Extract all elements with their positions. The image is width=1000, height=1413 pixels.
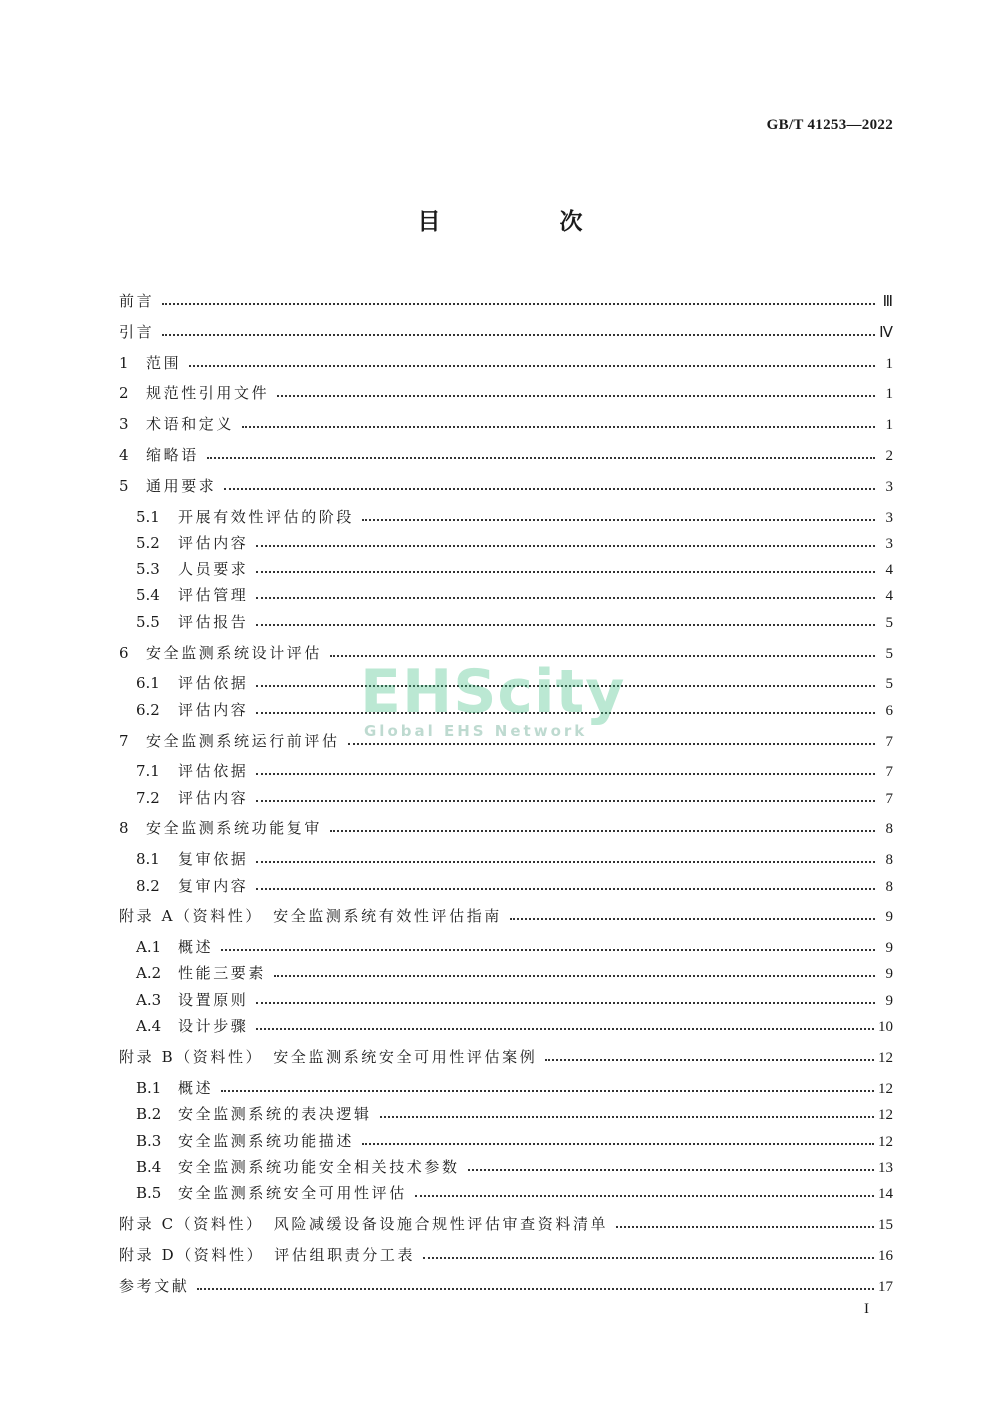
toc-entry-page: 13 xyxy=(878,1160,893,1176)
toc-entry[interactable] xyxy=(119,904,893,928)
toc-entry-page: 1 xyxy=(885,386,893,402)
toc-entry-number: 5.5 xyxy=(136,613,160,631)
toc-dot-leader xyxy=(256,684,875,687)
watermark-tagline: Global EHS Network xyxy=(364,722,588,740)
toc-entry[interactable] xyxy=(119,443,893,467)
toc-entry[interactable] xyxy=(119,381,893,405)
toc-entry-number: B.3 xyxy=(136,1132,162,1150)
toc-dot-leader xyxy=(189,364,875,367)
toc-dot-leader xyxy=(256,860,875,863)
toc-entry-page: 7 xyxy=(885,734,893,750)
toc-entry-number: 5.3 xyxy=(136,560,160,578)
toc-entry-page: 12 xyxy=(878,1050,893,1066)
toc-entry-number: 7 xyxy=(119,732,129,750)
toc-entry-title: 安全监测系统功能复审 xyxy=(146,819,323,837)
toc-entry-title: 前言 xyxy=(119,292,155,310)
toc-entry[interactable] xyxy=(119,320,893,344)
toc-entry-number: 8 xyxy=(119,819,129,837)
toc-entry-title: 评估依据 xyxy=(178,762,249,780)
toc-entry-page: 4 xyxy=(885,562,893,578)
toc-dot-leader xyxy=(256,1027,874,1030)
toc-dot-leader xyxy=(162,302,875,305)
toc-dot-leader xyxy=(545,1058,874,1061)
toc-entry-page: 4 xyxy=(885,588,893,604)
toc-dot-leader xyxy=(256,596,875,599)
toc-entry-page: 14 xyxy=(878,1186,893,1202)
toc-entry-title: 规范性引用文件 xyxy=(146,384,270,402)
toc-entry[interactable] xyxy=(119,641,893,665)
toc-entry-title: 复审内容 xyxy=(178,877,249,895)
toc-entry-title: 参考文献 xyxy=(119,1277,190,1295)
standard-code: GB/T 41253—2022 xyxy=(766,117,893,133)
toc-entry-page: 10 xyxy=(878,1019,893,1035)
toc-dot-leader xyxy=(256,772,875,775)
toc-dot-leader xyxy=(256,623,875,626)
toc-entry-number: 7.2 xyxy=(136,789,160,807)
toc-entry[interactable] xyxy=(119,1212,893,1236)
toc-entry-page: 9 xyxy=(885,966,893,982)
toc-dot-leader xyxy=(362,518,875,521)
toc-entry-number: 6.2 xyxy=(136,701,160,719)
toc-dot-leader xyxy=(423,1256,874,1259)
toc-entry[interactable] xyxy=(136,505,893,529)
page-number: I xyxy=(864,1301,869,1317)
toc-entry[interactable] xyxy=(136,1014,893,1038)
toc-dot-leader xyxy=(330,829,875,832)
toc-entry-title: 安全监测系统功能描述 xyxy=(178,1132,355,1150)
toc-entry-number: B.1 xyxy=(136,1079,162,1097)
toc-entry[interactable] xyxy=(136,786,893,810)
toc-entry-title: 安全监测系统运行前评估 xyxy=(146,732,340,750)
toc-entry-number: 5 xyxy=(119,477,129,495)
toc-entry-number: 4 xyxy=(119,446,129,464)
toc-entry-page: 1 xyxy=(885,356,893,372)
toc-entry-title: 评估依据 xyxy=(178,674,249,692)
toc-entry-number: 1 xyxy=(119,354,129,372)
toc-dot-leader xyxy=(256,799,875,802)
toc-entry-title: 开展有效性评估的阶段 xyxy=(178,508,355,526)
toc-entry[interactable] xyxy=(136,961,893,985)
toc-entry[interactable] xyxy=(136,1181,893,1205)
toc-entry[interactable] xyxy=(136,935,893,959)
toc-entry-number: B.4 xyxy=(136,1158,162,1176)
toc-entry-page: 8 xyxy=(885,852,893,868)
toc-entry-title: 评估报告 xyxy=(178,613,249,631)
toc-dot-leader xyxy=(616,1225,874,1228)
toc-entry[interactable] xyxy=(136,671,893,695)
toc-entry-title: 性能三要素 xyxy=(178,964,267,982)
toc-entry[interactable] xyxy=(136,531,893,555)
toc-entry-page: 3 xyxy=(885,510,893,526)
toc-entry-page: 5 xyxy=(885,646,893,662)
toc-entry-page: 1 xyxy=(885,417,893,433)
toc-entry-title: 设计步骤 xyxy=(178,1017,249,1035)
toc-dot-leader xyxy=(221,1089,874,1092)
toc-entry-page: 7 xyxy=(885,791,893,807)
toc-dot-leader xyxy=(242,425,875,428)
toc-entry-page: 5 xyxy=(885,676,893,692)
toc-entry-page: 7 xyxy=(885,764,893,780)
toc-entry-page: 8 xyxy=(885,879,893,895)
toc-dot-leader xyxy=(510,917,875,920)
toc-entry-title: 附录 A（资料性） 安全监测系统有效性评估指南 xyxy=(119,907,502,925)
toc-entry-number: 5.2 xyxy=(136,534,160,552)
toc-entry-title: 附录 D（资料性） 评估组职责分工表 xyxy=(119,1246,416,1264)
toc-entry-title: 评估内容 xyxy=(178,789,249,807)
toc-entry-number: A.2 xyxy=(136,964,162,982)
toc-entry[interactable] xyxy=(136,988,893,1012)
toc-entry-title: 设置原则 xyxy=(178,991,249,1009)
page-title: 目 次 xyxy=(417,209,631,235)
toc-entry-page: Ⅳ xyxy=(879,325,893,341)
toc-dot-leader xyxy=(330,654,875,657)
toc-entry-title: 概述 xyxy=(178,1079,214,1097)
toc-dot-leader xyxy=(274,974,875,977)
toc-dot-leader xyxy=(256,570,875,573)
toc-dot-leader xyxy=(224,487,875,490)
toc-entry[interactable] xyxy=(136,759,893,783)
toc-entry-page: 3 xyxy=(885,479,893,495)
toc-entry-title: 安全监测系统安全可用性评估 xyxy=(178,1184,407,1202)
toc-entry-number: B.5 xyxy=(136,1184,162,1202)
toc-entry[interactable] xyxy=(119,1045,893,1069)
toc-entry-page: 5 xyxy=(885,615,893,631)
watermark-logo-text: EHScity xyxy=(360,657,626,727)
toc-entry-number: A.1 xyxy=(136,938,162,956)
toc-entry[interactable] xyxy=(119,412,893,436)
toc-dot-leader xyxy=(256,1001,875,1004)
toc-entry-number: A.4 xyxy=(136,1017,162,1035)
toc-dot-leader xyxy=(162,333,875,336)
toc-entry-title: 安全监测系统功能安全相关技术参数 xyxy=(178,1158,460,1176)
toc-entry-title: 安全监测系统设计评估 xyxy=(146,644,323,662)
toc-entry[interactable] xyxy=(119,1243,893,1267)
toc-entry[interactable] xyxy=(136,583,893,607)
toc-entry-page: 6 xyxy=(885,703,893,719)
toc-entry[interactable] xyxy=(119,729,893,753)
toc-entry-page: 3 xyxy=(885,536,893,552)
toc-entry-page: 8 xyxy=(885,821,893,837)
toc-entry-title: 附录 B（资料性） 安全监测系统安全可用性评估案例 xyxy=(119,1048,538,1066)
toc-entry-title: 评估内容 xyxy=(178,534,249,552)
toc-dot-leader xyxy=(221,948,875,951)
toc-dot-leader xyxy=(256,887,875,890)
toc-dot-leader xyxy=(256,544,875,547)
toc-entry-page: 9 xyxy=(885,909,893,925)
toc-entry[interactable] xyxy=(136,1155,893,1179)
toc-entry-number: A.3 xyxy=(136,991,162,1009)
toc-entry[interactable] xyxy=(136,1129,893,1153)
toc-entry-number: 8.1 xyxy=(136,850,160,868)
toc-entry-number: 7.1 xyxy=(136,762,160,780)
toc-entry[interactable] xyxy=(119,289,893,313)
toc-dot-leader xyxy=(348,742,875,745)
toc-entry-title: 评估管理 xyxy=(178,586,249,604)
toc-entry-number: 2 xyxy=(119,384,129,402)
toc-dot-leader xyxy=(277,394,875,397)
toc-entry-title: 复审依据 xyxy=(178,850,249,868)
toc-entry-number: B.2 xyxy=(136,1105,162,1123)
toc-entry[interactable] xyxy=(136,874,893,898)
toc-entry-page: 12 xyxy=(878,1081,893,1097)
toc-entry[interactable] xyxy=(136,1076,893,1100)
toc-dot-leader xyxy=(256,711,875,714)
toc-entry-page: 9 xyxy=(885,940,893,956)
toc-dot-leader xyxy=(197,1287,874,1290)
toc-entry-number: 6.1 xyxy=(136,674,160,692)
toc-dot-leader xyxy=(207,456,875,459)
toc-entry-title: 安全监测系统的表决逻辑 xyxy=(178,1105,372,1123)
toc-entry-title: 缩略语 xyxy=(146,446,199,464)
toc-dot-leader xyxy=(362,1142,874,1145)
toc-entry-title: 评估内容 xyxy=(178,701,249,719)
toc-entry[interactable] xyxy=(136,610,893,634)
toc-entry-page: 15 xyxy=(878,1217,893,1233)
toc-entry-title: 概述 xyxy=(178,938,214,956)
toc-entry[interactable] xyxy=(136,1102,893,1126)
toc-entry[interactable] xyxy=(119,351,893,375)
toc-entry[interactable] xyxy=(119,1274,893,1298)
toc-entry-page: 9 xyxy=(885,993,893,1009)
toc-entry-title: 范围 xyxy=(146,354,182,372)
toc-entry-number: 5.1 xyxy=(136,508,160,526)
toc-dot-leader xyxy=(468,1168,874,1171)
toc-entry-title: 引言 xyxy=(119,323,155,341)
toc-entry[interactable] xyxy=(119,816,893,840)
toc-entry-page: 16 xyxy=(878,1248,893,1264)
toc-entry-page: 2 xyxy=(885,448,893,464)
toc-entry-number: 8.2 xyxy=(136,877,160,895)
toc-entry-number: 5.4 xyxy=(136,586,160,604)
toc-entry-title: 术语和定义 xyxy=(146,415,235,433)
toc-entry-number: 3 xyxy=(119,415,129,433)
toc-entry-page: 12 xyxy=(878,1107,893,1123)
toc-dot-leader xyxy=(415,1194,874,1197)
toc-entry-title: 附录 C（资料性） 风险减缓设备设施合规性评估审查资料清单 xyxy=(119,1215,609,1233)
toc-entry[interactable] xyxy=(136,847,893,871)
toc-entry-number: 6 xyxy=(119,644,129,662)
toc-entry[interactable] xyxy=(136,698,893,722)
toc-entry[interactable] xyxy=(136,557,893,581)
toc-entry-title: 人员要求 xyxy=(178,560,249,578)
toc-entry-page: 12 xyxy=(878,1134,893,1150)
toc-entry-title: 通用要求 xyxy=(146,477,217,495)
toc-entry-page: Ⅲ xyxy=(882,294,893,310)
toc-entry[interactable] xyxy=(119,474,893,498)
toc-dot-leader xyxy=(380,1115,874,1118)
toc-entry-page: 17 xyxy=(878,1279,893,1295)
